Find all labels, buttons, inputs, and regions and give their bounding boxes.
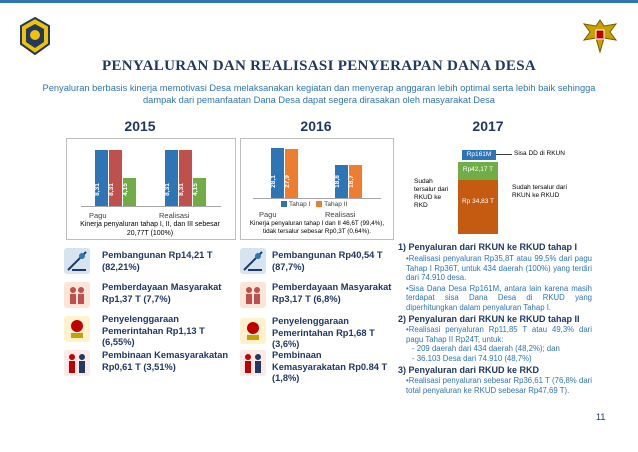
chart-2015-category-realisasi: Realisasi	[159, 211, 190, 220]
community-icon	[240, 350, 266, 376]
chart-x-axis	[81, 206, 221, 207]
bar-data-label: 27,9	[283, 175, 291, 188]
diagram-note-right: Sudah tersalur dari RKUN ke RKUD	[512, 184, 567, 199]
empowerment-icon	[64, 282, 90, 308]
section-heading: 3) Penyaluran dari RKUD ke RKD	[398, 365, 540, 375]
list-item	[240, 350, 392, 384]
government-icon	[64, 316, 90, 342]
diagram-2017	[402, 138, 602, 238]
section-heading: 2) Penyaluran dari RKUN ke RKUD tahap II	[398, 314, 580, 324]
section-bullet: •Realisasi penyaluran Rp35,8T atau 99,5% dari pagu Tahap I Rp36T, untuk 434 daerah (100%) yang terdiri dari 74.910 desa.	[406, 254, 592, 282]
chart-x-axis	[253, 198, 381, 199]
year-2017: 2017	[472, 118, 504, 134]
chart-2016-legend	[281, 201, 347, 208]
section-bullet: •Realisasi penyaluran Rp11,85 T atau 49,3% dari pagu Tahap II Rp24T, untuk:	[406, 325, 592, 344]
list-item-text: Pemberdayaan Masyarakat Rp3,17 T (6,8%)	[272, 282, 392, 304]
bar-realisasi-tahap-ii	[179, 150, 192, 207]
list-item-text: Pembinaan Kemasyarakatan Rp0.84 T (1,8%)	[272, 350, 388, 383]
construction-icon	[64, 248, 90, 274]
section-heading: 1) Penyaluran dari RKUN ke RKUD tahap I	[398, 242, 578, 252]
bar-pagu-tahap-i	[271, 148, 284, 199]
chart-2015-plot	[81, 145, 221, 207]
chart-2016-caption: Kinerja penyaluran tahap I dan II 46,6T (99,4%), tidak tersalur sebesar Rp0,3T (0,64%).	[249, 220, 385, 235]
diagram-label-bottom: Rp 34,83 T	[461, 198, 495, 205]
diagram-box-transferred-rkd	[458, 180, 498, 234]
legend-swatch-tahap-1	[281, 201, 287, 207]
legend-label-tahap-2: Tahap II	[324, 201, 348, 208]
list-item	[64, 314, 234, 348]
legend-swatch-tahap-2	[316, 201, 322, 207]
diagram-connector	[496, 154, 512, 155]
chart-2015-category-pagu: Pagu	[89, 211, 107, 220]
diagram-label-mid: Rp42,17 T	[462, 166, 494, 173]
list-item-text: Pemberdayaan Masyarakat Rp1,37 T (7,7%)	[102, 282, 222, 304]
list-2016	[240, 248, 392, 384]
government-icon	[240, 318, 266, 344]
bar-data-label: 28,1	[269, 175, 277, 188]
page-title: PENYALURAN DAN REALISASI PENYERAPAN DANA DESA	[102, 58, 536, 74]
empowerment-icon	[240, 282, 266, 308]
bar-data-label: 8,31	[107, 183, 115, 196]
diagram-box-rkun-remaining: Rp161M	[462, 150, 496, 160]
list-item	[240, 316, 392, 350]
chart-2015	[66, 138, 236, 240]
page-subtitle: Penyaluran berbasis kinerja memotivasi Desa melaksanakan kegiatan dan menyerap anggaran lebih optimal serta lebih baik sehingga dampak dari pemanfaatan Dana Desa dapat segera dirasakan oleh masyarakat Desa	[42, 83, 596, 105]
list-item-text: Penyelenggaraan Pemerintahan Rp1,13 T (6,55%)	[102, 314, 205, 347]
list-2015	[64, 248, 234, 382]
list-item	[240, 282, 392, 316]
top-accent-bar	[0, 0, 638, 3]
diagram-note-left: Sudah tersalur dari RKUD ke RKD	[414, 178, 449, 209]
list-item-text: Penyelenggaraan Pemerintahan Rp1,68 T (3,6%)	[272, 316, 375, 349]
garuda-emblem-icon	[580, 16, 620, 56]
section-bullet: - 209 daerah dari 434 daerah (48,2%); dan	[412, 344, 560, 353]
chart-2016-category-realisasi: Realisasi	[325, 210, 356, 219]
chart-2016-plot	[253, 145, 381, 199]
chart-2015-caption: Kinerja penyaluran tahap I, II, dan III sebesar 20,77T (100%)	[80, 221, 220, 237]
construction-icon	[240, 248, 266, 274]
year-2015: 2015	[124, 118, 156, 134]
section-bullet: - 36.103 Desa dari 74.910 (48,7%)	[412, 353, 532, 363]
bar-data-label: 18,8	[333, 175, 341, 188]
ministry-logo-icon	[18, 16, 52, 56]
list-item	[64, 248, 234, 282]
diagram-note-top: Sisa DD di RKUN	[514, 150, 565, 157]
community-icon	[64, 350, 90, 376]
list-item	[64, 282, 234, 314]
list-item-text: Pembinaan Kemasyarakatan Rp0,61 T (3,51%)	[102, 350, 229, 372]
bar-pagu-tahap-ii	[109, 150, 122, 207]
bar-data-label: 8,31	[163, 183, 171, 196]
bar-pagu-tahap-i	[95, 150, 108, 207]
year-2016: 2016	[300, 118, 332, 134]
section-bullet: •Realisasi penyaluran sebesar Rp36,61 T (76,8% dari total penyaluran ke RKUD sebesar Rp47,69 T).	[406, 376, 592, 395]
list-item-text: Pembangunan Rp14,21 T (82,21%)	[102, 250, 213, 272]
sections-2017	[398, 242, 592, 395]
list-item	[64, 348, 234, 382]
bar-data-label: 8,31	[93, 183, 101, 196]
bar-data-label: 4,15	[121, 183, 129, 196]
section-bullet: •Sisa Dana Desa Rp161M, antara lain karena masih terdapat sisa Dana Desa di RKUD yang diperhitungkan dalam penyaluran Tahap I.	[406, 283, 592, 312]
legend-label-tahap-1: Tahap I	[289, 201, 311, 208]
chart-2016	[240, 138, 394, 240]
bar-realisasi-tahap-i	[165, 150, 178, 207]
bar-data-label: 4,15	[191, 183, 199, 196]
page-number: 11	[596, 412, 606, 422]
bar-data-label: 8,31	[177, 183, 185, 196]
list-item	[240, 248, 392, 282]
bar-data-label: 18,7	[347, 175, 355, 188]
chart-2016-category-pagu: Pagu	[259, 210, 277, 219]
list-item-text: Pembangunan Rp40,54 T (87,7%)	[272, 250, 383, 272]
